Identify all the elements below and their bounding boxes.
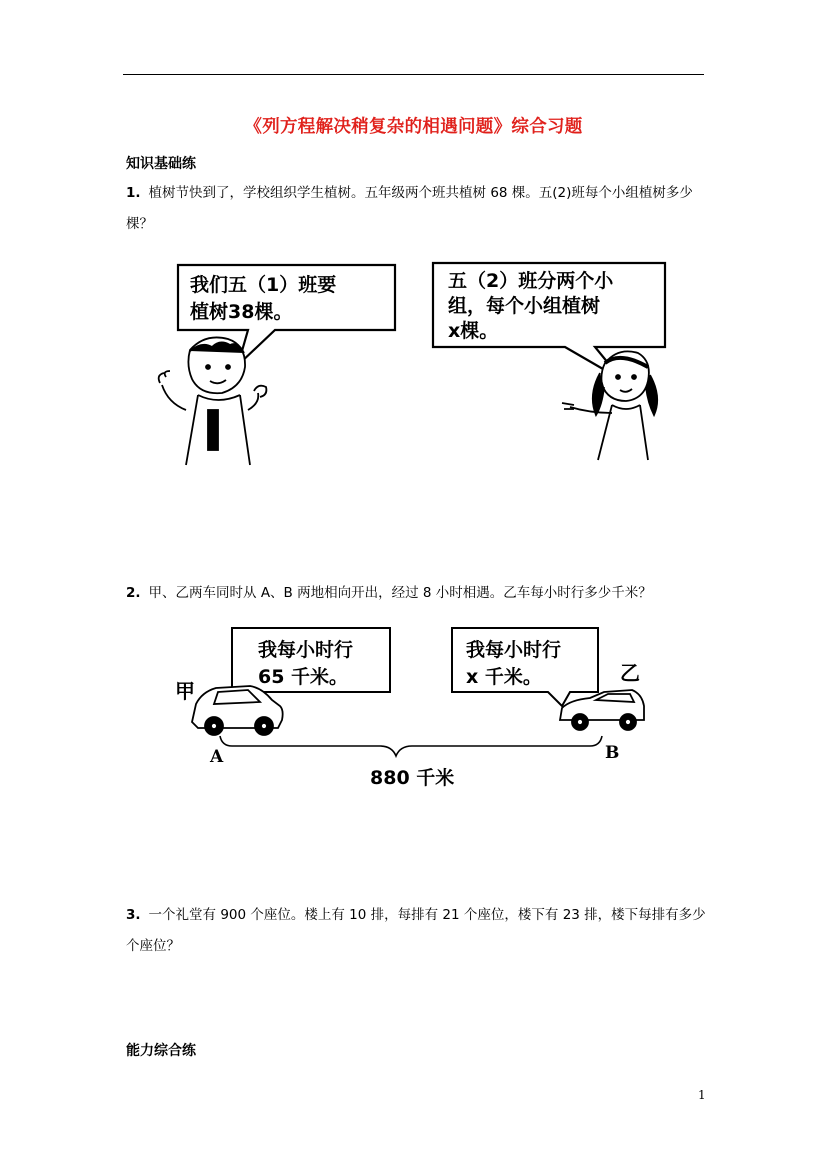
right-bubble-line-2: x 千米。 bbox=[466, 666, 542, 688]
question-1 bbox=[126, 178, 716, 240]
boy-bubble-line-2: 植树38棵。 bbox=[190, 301, 293, 323]
page-title: 《列方程解决稍复杂的相遇问题》综合习题 bbox=[244, 117, 583, 137]
question-text: 一个礼堂有 900 个座位。楼上有 10 排，每排有 21 个座位，楼下有 23 排，楼下每排有多少个座位？ bbox=[126, 907, 706, 954]
point-a-label: A bbox=[210, 747, 224, 767]
question-number: 1. bbox=[126, 185, 141, 201]
girl-bubble-line-3: x棵。 bbox=[448, 320, 499, 342]
section-heading-ability: 能力综合练 bbox=[126, 1043, 196, 1059]
car-left-icon bbox=[192, 686, 283, 735]
figure-two-cars bbox=[170, 620, 660, 800]
girl-bubble-line-1: 五（2）班分两个小 bbox=[448, 270, 614, 292]
girl-bubble-line-2: 组，每个小组植树 bbox=[448, 295, 601, 317]
question-number: 3. bbox=[126, 907, 141, 923]
boy-illustration bbox=[159, 337, 267, 465]
question-number: 2. bbox=[126, 585, 141, 601]
header-rule bbox=[123, 74, 704, 75]
figure-tree-planting bbox=[150, 255, 680, 470]
question-3 bbox=[126, 900, 716, 962]
question-2 bbox=[126, 578, 716, 609]
section-heading-basic: 知识基础练 bbox=[126, 156, 196, 172]
question-text: 植树节快到了，学校组织学生植树。五年级两个班共植树 68 棵。五(2)班每个小组植树多少棵？ bbox=[126, 185, 693, 232]
car-label-right: 乙 bbox=[620, 661, 640, 685]
left-bubble-line-2: 65 千米。 bbox=[258, 666, 349, 688]
girl-illustration bbox=[562, 351, 657, 460]
question-text: 甲、乙两车同时从 A、B 两地相向开出，经过 8 小时相遇。乙车每小时行多少千米？ bbox=[148, 585, 652, 601]
car-label-left: 甲 bbox=[175, 679, 195, 703]
distance-brace bbox=[220, 736, 602, 756]
right-speech-bubble bbox=[452, 628, 598, 706]
point-b-label: B bbox=[605, 743, 620, 763]
right-bubble-line-1: 我每小时行 bbox=[466, 639, 562, 661]
page-number: 1 bbox=[698, 1088, 706, 1102]
distance-label: 880 千米 bbox=[370, 767, 455, 789]
boy-bubble-line-1: 我们五（1）班要 bbox=[190, 274, 337, 296]
left-bubble-line-1: 我每小时行 bbox=[258, 639, 354, 661]
car-right-icon bbox=[560, 690, 644, 730]
